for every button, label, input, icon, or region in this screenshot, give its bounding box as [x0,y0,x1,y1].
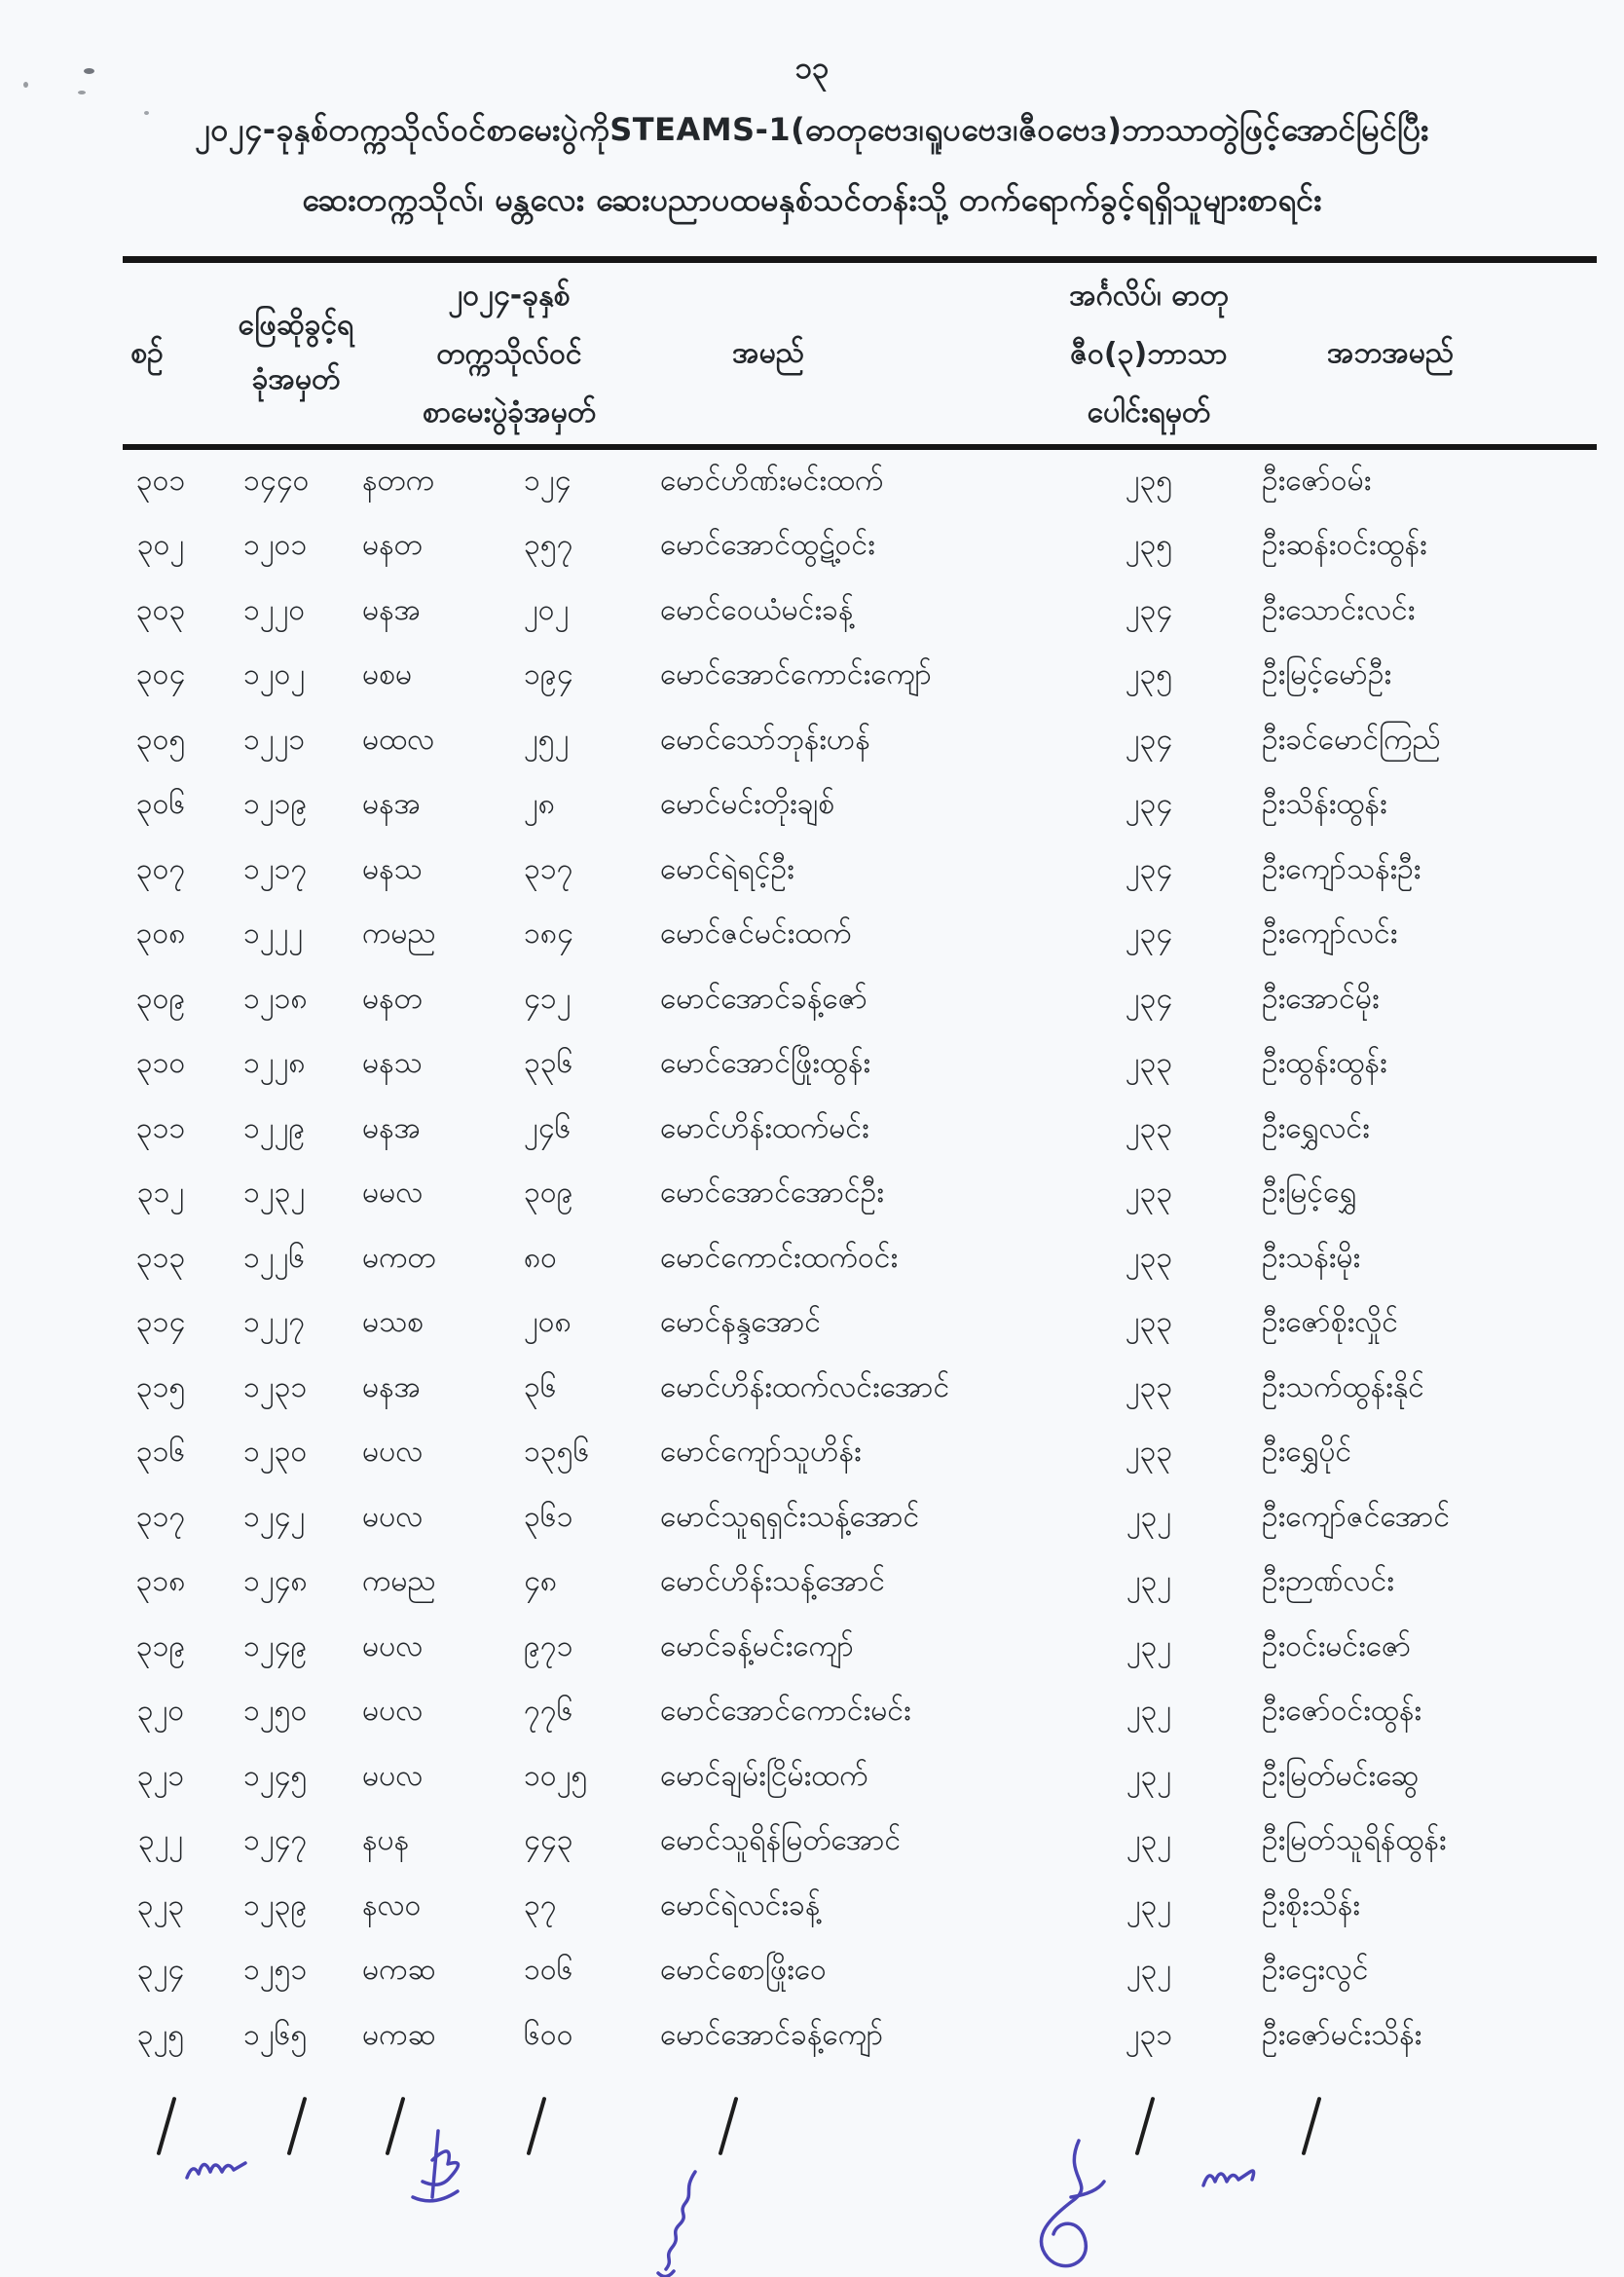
student-name: မောင်အောင်ခန့်ဇော် [660,981,867,1016]
total-marks: ၂၃၃ [1125,1176,1173,1211]
table-header [123,265,1597,444]
exam-centre-code: မနအ [362,787,422,822]
student-name: မောင်ခန့်မင်းကျော် [660,1628,854,1663]
header-serial: စဉ် [130,336,164,370]
exam-centre-code: မသစ [362,1305,424,1340]
matriculation-roll-number: ၃၁၇ [524,851,573,886]
total-marks: ၂၃၄ [1125,981,1173,1016]
serial-number: ၃၂၀ [136,1694,185,1729]
exam-centre-code: နတက [362,463,435,498]
header-admission-roll [203,298,388,407]
admission-roll-number: ၁၂၄၉ [243,1628,308,1663]
student-name: မောင်အောင်ဖြိုးထွန်း [660,1046,870,1081]
exam-centre-code: မပလ [362,1435,424,1470]
header-admission-roll-line2: ခုံအမှတ် [251,362,341,396]
father-name: ဦးဆန်းဝင်းထွန်း [1262,528,1427,563]
matriculation-roll-number: ၄၁၂ [524,981,572,1016]
tally-slash-roll [287,2097,308,2156]
father-name: ဦးဉာဏ်လင်း [1262,1564,1394,1599]
father-name: ဦးဇော်ဝင်းထွန်း [1262,1694,1421,1729]
father-name: ဦးဌေးလွင် [1262,1953,1369,1988]
exam-centre-code: မနတ [362,528,423,563]
matriculation-roll-number: ၃၃၆ [524,1046,573,1081]
matriculation-roll-number: ၄၈ [524,1564,558,1599]
serial-number: ၃၀၆ [135,787,186,822]
matriculation-roll-number: ၃၇ [524,1887,557,1922]
serial-number: ၃၂၂ [137,1823,184,1858]
signature-flourish [1015,2135,1122,2277]
total-marks: ၂၃၃ [1125,1240,1173,1275]
document-title-line1: ၂၀၂၄-ခုနှစ်တက္ကသိုလ်ဝင်စာမေးပွဲကိုSTEAMS-1(ဓာတုဗေဒ၊ရူပဗေဒ၊ဇီဝဗေဒ)ဘာသာတွဲဖြင့်အောင်မြင်ပြီး [195,111,1429,148]
student-name: မောင်အောင်ခန့်ကျော် [660,2017,884,2052]
admission-roll-number: ၁၂၂၁ [243,722,306,757]
exam-centre-code: မနသ [362,851,423,886]
exam-centre-code: မကတ [362,1240,436,1275]
student-name: မောင်နန္ဒအောင် [660,1305,822,1340]
admission-roll-number: ၁၂၂၉ [243,1110,306,1145]
table-row [123,645,1597,710]
student-name: မောင်ချမ်းငြိမ်းထက် [660,1758,868,1793]
matriculation-roll-number: ၂၀၈ [524,1305,572,1340]
exam-centre-code: ကမည [362,916,436,952]
table-row [123,1098,1597,1163]
total-marks: ၂၃၂ [1126,1628,1172,1663]
exam-centre-code: ကမည [362,1564,436,1599]
father-name: ဦးကျော်လင်း [1262,916,1398,952]
header-student-name: အမည် [732,336,804,370]
total-marks: ၂၃၂ [1126,1499,1172,1534]
serial-number: ၃၁၉ [135,1628,186,1663]
total-marks: ၂၃၄ [1125,722,1173,757]
exam-centre-code: မနအ [362,1110,422,1145]
admission-roll-number: ၁၂၂၈ [243,1046,306,1081]
exam-centre-code: မပလ [362,1628,424,1663]
serial-number: ၃၁၈ [135,1564,186,1599]
table-row [123,450,1597,515]
exam-centre-code: မနတ [362,981,423,1016]
header-total-marks-line1: အင်္ဂလိပ်၊ ဓာတု [1069,279,1229,313]
student-name: မောင်ကောင်းထက်ဝင်း [660,1240,899,1275]
table-row [123,2004,1597,2070]
table-row [123,1745,1597,1810]
admission-roll-number: ၁၂၅၁ [243,1953,308,1988]
admission-roll-number: ၁၂၂၆ [243,1240,306,1275]
student-name: မောင်ဟိန်းထက်လင်းအောင် [660,1369,950,1404]
exam-centre-code: မကဆ [362,2017,436,2052]
serial-number: ၃၂၁ [136,1758,185,1793]
exam-centre-code: မနသ [362,1046,423,1081]
total-marks: ၂၃၄ [1125,916,1173,952]
serial-number: ၃၀၂ [136,528,185,563]
table-row [123,774,1597,840]
matriculation-roll-number: ၂၀၂ [524,592,570,627]
table-row [123,1810,1597,1876]
header-total-marks [1022,267,1275,442]
signature-initials-2 [401,2125,479,2222]
total-marks: ၂၃၃ [1125,1110,1173,1145]
serial-number: ၃၁၂ [136,1176,185,1211]
header-matriculation-roll [383,267,636,442]
table-row [123,839,1597,904]
exam-centre-code: နပန [362,1823,410,1858]
exam-centre-code: မပလ [362,1694,424,1729]
serial-number: ၃၀၈ [135,916,186,952]
matriculation-roll-number: ၃၆၁ [524,1499,573,1534]
father-name: ဦးရွှေလင်း [1262,1110,1370,1145]
table-row [123,1227,1597,1292]
matriculation-roll-number: ၃၅၇ [524,528,573,563]
total-marks: ၂၃၅ [1125,528,1173,563]
father-name: ဦးမြင့်မော်ဦး [1262,657,1392,692]
total-marks: ၂၃၂ [1126,1823,1172,1858]
father-name: ဦးဇော်ဝမ်း [1262,463,1372,498]
matriculation-roll-number: ၁၀၆ [524,1953,573,1988]
signature-initials-3 [645,2166,722,2277]
matriculation-roll-number: ၁၂၄ [524,463,572,498]
matriculation-roll-number: ၇၇၆ [524,1694,573,1729]
header-father-name: အဘအမည် [1326,336,1455,370]
exam-centre-code: မထလ [362,722,435,757]
student-name: မောင်မင်းတိုးချစ် [660,787,835,822]
header-admission-roll-line1: ဖြေဆိုခွင့်ရ [238,308,354,342]
exam-centre-code: နလဝ [362,1887,422,1922]
table-row [123,1163,1597,1228]
admission-roll-number: ၁၂၃၉ [243,1887,308,1922]
serial-number: ၃၂၅ [136,2017,185,2052]
student-name: မောင်ဟိန်းထက်မင်း [660,1110,869,1145]
father-name: ဦးရွှေပိုင် [1262,1435,1352,1470]
total-marks: ၂၃၂ [1126,1758,1172,1793]
total-marks: ၂၃၃ [1125,1305,1173,1340]
header-total-marks-line2: ဇီဝ(၃)ဘာသာ [1070,337,1228,371]
admission-roll-number: ၁၂၄၈ [243,1564,308,1599]
table-top-rule [123,256,1597,263]
admission-roll-number: ၁၂၃၁ [243,1369,308,1404]
table-row [123,1616,1597,1681]
serial-number: ၃၁၅ [135,1369,186,1404]
admission-roll-number: ၁၂၁၈ [243,981,308,1016]
table-row [123,1422,1597,1487]
total-marks: ၂၃၂ [1126,1694,1172,1729]
tally-slash-name [719,2097,739,2156]
student-name: မောင်စောဖြိုးဝေ [660,1953,827,1988]
serial-number: ၃၁၁ [135,1110,186,1145]
table-row [123,1875,1597,1940]
father-name: ဦးကျော်သန်းဦး [1262,851,1421,886]
table-body [123,450,1597,2070]
student-name: မောင်အောင်အောင်ဦး [660,1176,884,1211]
matriculation-roll-number: ၄၄၃ [524,1823,573,1858]
table-row [123,1940,1597,2005]
header-total-marks-line3: ပေါင်းရမှတ် [1087,395,1211,429]
admission-roll-number: ၁၂၃၀ [243,1435,308,1470]
student-name: မောင်သော်ဘုန်းဟန် [660,722,870,757]
tally-slash-marks [1135,2097,1156,2156]
matriculation-roll-number: ၉၇၁ [524,1628,573,1663]
tally-slash-serial [157,2097,177,2156]
serial-number: ၃၀၃ [135,592,186,627]
serial-number: ၃၁၆ [135,1435,186,1470]
tally-slash-exam [527,2097,547,2156]
exam-centre-code: မကဆ [362,1953,436,1988]
table-row [123,1292,1597,1358]
serial-number: ၃၀၁ [135,463,186,498]
document-title-line2: ဆေးတက္ကသိုလ်၊ မန္တလေး ဆေးပညာပထမနှစ်သင်တန်းသို့ တက်ရောက်ခွင့်ရရှိသူများစာရင်း [302,181,1322,218]
serial-number: ၃၁၄ [135,1305,186,1340]
student-name: မောင်သူရိန်မြတ်အောင် [660,1823,902,1858]
student-name: မောင်သူရရှင်းသန့်အောင် [660,1499,920,1534]
total-marks: ၂၃၄ [1125,851,1173,886]
father-name: ဦးအောင်မိုး [1262,981,1380,1016]
exam-centre-code: မနအ [362,592,422,627]
father-name: ဦးကျော်ဇင်အောင် [1262,1499,1451,1534]
table-row [123,968,1597,1033]
table-row [123,1357,1597,1422]
father-name: ဦးမြတ်သူရိန်ထွန်း [1262,1823,1447,1858]
exam-centre-code: မနအ [362,1369,422,1404]
serial-number: ၃၀၉ [135,981,186,1016]
total-marks: ၂၃၂ [1126,1887,1172,1922]
total-marks: ၂၃၁ [1125,2017,1173,2052]
student-name: မောင်ရဲလင်းခန့် [660,1887,821,1922]
total-marks: ၂၃၃ [1125,1435,1173,1470]
student-name: မောင်ဇင်မင်းထက် [660,916,852,952]
father-name: ဦးဇော်မင်းသိန်း [1262,2017,1422,2052]
matriculation-roll-number: ၃၆ [524,1369,557,1404]
student-name: မောင်ဟိန်းသန့်အောင် [660,1564,886,1599]
father-name: ဦးသောင်းလင်း [1262,592,1416,627]
admission-roll-number: ၁၂၁၉ [243,787,308,822]
header-matriculation-roll-line3: စာမေးပွဲခုံအမှတ် [422,395,597,429]
serial-number: ၃၁၇ [135,1499,186,1534]
admission-roll-number: ၁၂၀၂ [243,657,306,692]
father-name: ဦးမြင့်ရွှေ [1262,1176,1357,1211]
total-marks: ၂၃၂ [1126,1564,1172,1599]
table-row [123,709,1597,774]
admission-roll-number: ၁၂၂၇ [243,1305,306,1340]
admission-roll-number: ၁၂၃၂ [243,1176,306,1211]
admission-roll-number: ၁၂၅၀ [243,1694,308,1729]
serial-number: ၃၂၃ [136,1887,185,1922]
signature-initials-4 [1196,2145,1273,2203]
matriculation-roll-number: ၁၀၂၅ [524,1758,588,1793]
serial-number: ၃၀၇ [135,851,186,886]
matriculation-roll-number: ၈၀ [524,1240,558,1275]
matriculation-roll-number: ၆၀၀ [524,2017,573,2052]
student-name: မောင်အောင်ထွဋ့်ဝင်း [660,528,875,563]
matriculation-roll-number: ၂၈ [524,787,555,822]
exam-centre-code: မပလ [362,1499,424,1534]
admission-roll-number: ၁၂၂၂ [243,916,304,952]
matriculation-roll-number: ၁၃၅၆ [524,1435,590,1470]
serial-number: ၃၀၅ [135,722,186,757]
serial-number: ၃၂၄ [136,1953,185,1988]
father-name: ဦးမြတ်မင်းဆွေ [1262,1758,1420,1793]
table-row [123,1486,1597,1551]
father-name: ဦးဇော်စိုးလှိုင် [1262,1305,1398,1340]
header-matriculation-roll-line1: ၂၀၂၄-ခုနှစ် [448,279,571,313]
total-marks: ၂၃၅ [1125,463,1173,498]
student-name: မောင်အောင်ကောင်းကျော် [660,657,932,692]
father-name: ဦးခင်မောင်ကြည် [1262,722,1441,757]
table-row [123,904,1597,969]
student-name: မောင်အောင်ကောင်းမင်း [660,1694,911,1729]
total-marks: ၂၃၄ [1125,787,1173,822]
student-name: မောင်ရဲရင့်ဦး [660,851,794,886]
header-matriculation-roll-line2: တက္ကသိုလ်ဝင် [436,337,582,371]
serial-number: ၃၀၄ [135,657,186,692]
total-marks: ၂၃၄ [1125,592,1173,627]
matriculation-roll-number: ၂၅၂ [524,722,570,757]
tally-slash-father [1302,2097,1322,2156]
table-row [123,1033,1597,1099]
admission-roll-number: ၁၂၄၂ [243,1499,306,1534]
admission-roll-number: ၁၂၄၅ [243,1758,308,1793]
student-name: မောင်ဝေယံမင်းခန့် [660,592,854,627]
father-name: ဦးသက်ထွန်းနိုင် [1262,1369,1424,1404]
total-marks: ၂၃၃ [1125,1046,1173,1081]
page-number: ၁၃ [794,51,830,86]
exam-centre-code: မပလ [362,1758,424,1793]
father-name: ဦးစိုးသိန်း [1262,1887,1360,1922]
father-name: ဦးသိန်းထွန်း [1262,787,1387,822]
father-name: ဦးထွန်းထွန်း [1262,1046,1387,1081]
matriculation-roll-number: ၂၄၆ [524,1110,572,1145]
matriculation-roll-number: ၁၉၄ [524,657,573,692]
matriculation-roll-number: ၁၈၄ [524,916,573,952]
father-name: ဦးဝင်းမင်းဇော် [1262,1628,1412,1663]
student-name: မောင်ဟိဏ်းမင်းထက် [660,463,884,498]
serial-number: ၃၁၀ [135,1046,186,1081]
exam-centre-code: မမလ [362,1176,424,1211]
admission-roll-number: ၁၂၀၁ [243,528,308,563]
table-row [123,1551,1597,1617]
exam-centre-code: မစမ [362,657,413,692]
father-name: ဦးသန်းမိုး [1262,1240,1361,1275]
admission-roll-number: ၁၂၁၇ [243,851,308,886]
student-name: မောင်ကျော်သူဟိန်း [660,1435,862,1470]
total-marks: ၂၃၃ [1125,1369,1173,1404]
admission-roll-number: ၁၄၄၀ [243,463,310,498]
table-row [123,579,1597,645]
total-marks: ၂၃၅ [1125,657,1173,692]
table-row [123,1681,1597,1746]
matriculation-roll-number: ၃၀၉ [524,1176,573,1211]
admission-roll-number: ၁၂၆၅ [243,2017,308,2052]
total-marks: ၂၃၂ [1126,1953,1172,1988]
serial-number: ၃၁၃ [135,1240,186,1275]
admission-roll-number: ၁၂၂၀ [243,592,306,627]
admission-roll-number: ၁၂၄၇ [243,1823,308,1858]
signature-initials-1 [183,2141,261,2189]
table-row [123,515,1597,580]
